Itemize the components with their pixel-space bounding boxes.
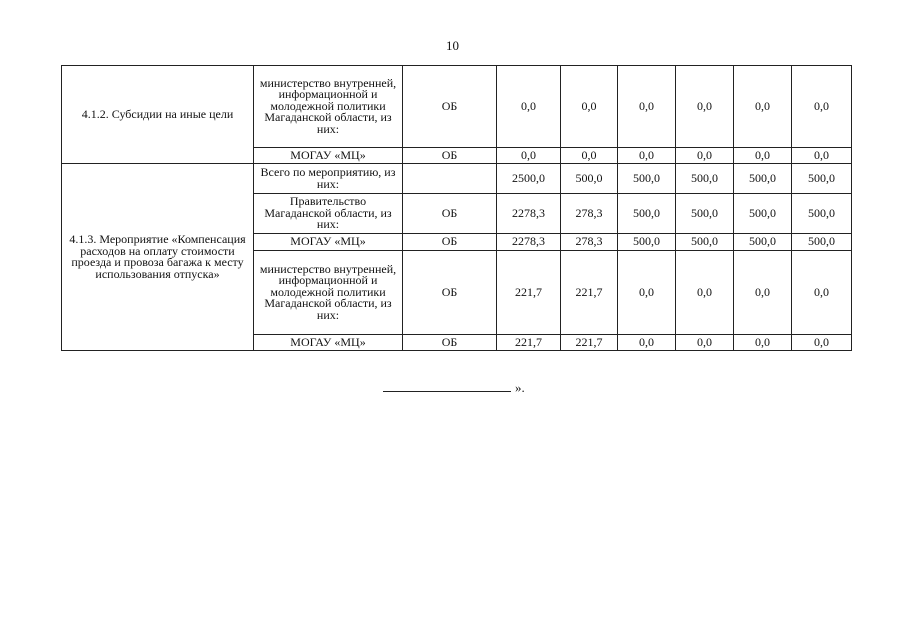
value-cell: 2278,3: [497, 194, 561, 234]
budget-table: [61, 65, 852, 351]
value-cell: 500,0: [618, 234, 676, 251]
value-cell: 500,0: [618, 194, 676, 234]
value-cell: 500,0: [734, 164, 792, 194]
organization-cell: министерство внутренней, информационной и молодежной политики Магаданской области, из них:: [254, 251, 403, 335]
value-cell: 0,0: [734, 251, 792, 335]
value-cell: 500,0: [792, 234, 852, 251]
value-cell: 500,0: [561, 164, 618, 194]
value-cell: 2278,3: [497, 234, 561, 251]
value-cell: 0,0: [497, 66, 561, 148]
value-cell: 0,0: [676, 148, 734, 164]
value-cell: 0,0: [618, 66, 676, 148]
value-cell: 0,0: [792, 251, 852, 335]
value-cell: 0,0: [792, 66, 852, 148]
value-cell: 0,0: [618, 148, 676, 164]
closing-quote: ».: [515, 380, 525, 395]
value-cell: 221,7: [561, 251, 618, 335]
value-cell: 0,0: [497, 148, 561, 164]
funding-source-cell: [403, 164, 497, 194]
value-cell: 0,0: [734, 335, 792, 351]
value-cell: 0,0: [561, 148, 618, 164]
organization-cell: МОГАУ «МЦ»: [254, 234, 403, 251]
value-cell: 221,7: [561, 335, 618, 351]
funding-source-cell: ОБ: [403, 148, 497, 164]
value-cell: 0,0: [676, 335, 734, 351]
value-cell: 278,3: [561, 194, 618, 234]
funding-source-cell: ОБ: [403, 251, 497, 335]
value-cell: 500,0: [734, 234, 792, 251]
measure-description: 4.1.2. Субсидии на иные цели: [62, 66, 254, 164]
organization-cell: МОГАУ «МЦ»: [254, 148, 403, 164]
organization-cell: Правительство Магаданской области, из них:: [254, 194, 403, 234]
value-cell: 0,0: [676, 251, 734, 335]
funding-source-cell: ОБ: [403, 194, 497, 234]
value-cell: 0,0: [734, 66, 792, 148]
value-cell: 0,0: [734, 148, 792, 164]
value-cell: 278,3: [561, 234, 618, 251]
value-cell: 500,0: [734, 194, 792, 234]
funding-source-cell: ОБ: [403, 234, 497, 251]
organization-cell: Всего по мероприятию, из них:: [254, 164, 403, 194]
table-row: [62, 66, 852, 148]
value-cell: 0,0: [792, 335, 852, 351]
value-cell: 500,0: [676, 194, 734, 234]
organization-cell: МОГАУ «МЦ»: [254, 335, 403, 351]
value-cell: 500,0: [676, 234, 734, 251]
value-cell: 221,7: [497, 335, 561, 351]
closing-line: [383, 380, 525, 396]
value-cell: 0,0: [618, 251, 676, 335]
funding-source-cell: ОБ: [403, 66, 497, 148]
value-cell: 500,0: [792, 194, 852, 234]
value-cell: 0,0: [561, 66, 618, 148]
value-cell: 0,0: [676, 66, 734, 148]
page-number: 10: [446, 38, 459, 53]
value-cell: 500,0: [676, 164, 734, 194]
underline-rule: [383, 381, 511, 392]
value-cell: 0,0: [792, 148, 852, 164]
funding-source-cell: ОБ: [403, 335, 497, 351]
value-cell: 2500,0: [497, 164, 561, 194]
value-cell: 500,0: [618, 164, 676, 194]
value-cell: 0,0: [618, 335, 676, 351]
table-row: [62, 164, 852, 194]
value-cell: 500,0: [792, 164, 852, 194]
measure-description: 4.1.3. Мероприятие «Компенсация расходов на оплату стоимости проезда и провоза багажа к месту использования отпуска»: [62, 164, 254, 351]
organization-cell: министерство внутренней, информационной и молодежной политики Магаданской области, из них:: [254, 66, 403, 148]
value-cell: 221,7: [497, 251, 561, 335]
